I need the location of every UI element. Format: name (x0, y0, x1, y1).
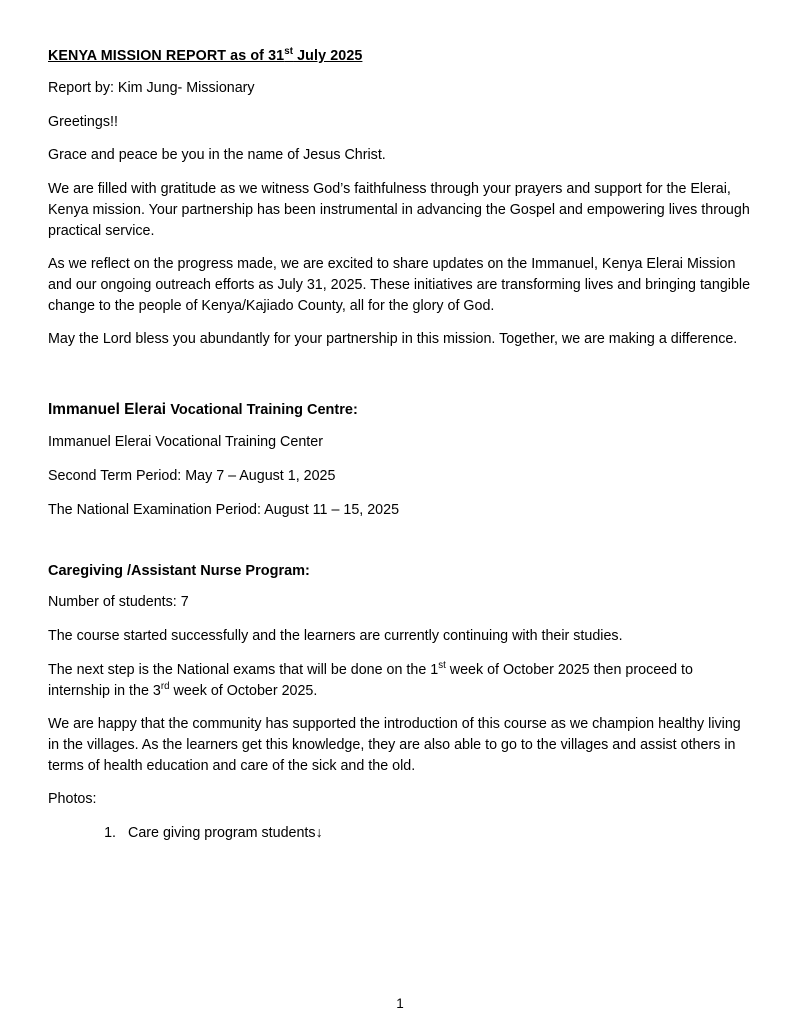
list-item: 1. Care giving program students↓ (120, 823, 752, 844)
intro-paragraph-2: As we reflect on the progress made, we are excited to share updates on the Immanuel, Kenya Elerai Mission and our ongoing outreach efforts as July 31, 2025. These initiatives are transforming lives and bringing tangible change to the people of Kenya/Kajiado County, all for the glory of God. (48, 256, 751, 314)
caregiving-next-steps-ordinal-1: st (438, 660, 446, 672)
greeting-line: Greetings!! (48, 113, 118, 130)
salutation-line: Grace and peace be you in the name of Jesus Christ. (48, 147, 386, 164)
caregiving-community-impact: We are happy that the community has supported the introduction of this course as we champion healthy living in the villages. As the learners get this knowledge, they are also able to go to the villages and assist others in terms of health education and care of the sick and the old. (48, 716, 741, 774)
caregiving-next-steps (48, 660, 752, 701)
section-heading-rest-part: Vocational Training Centre: (170, 402, 358, 419)
section-heading-strong-part: Immanuel Elerai (48, 401, 171, 419)
document-title-ordinal-suffix: st (284, 46, 294, 58)
caregiving-next-steps-part-3: week of October 2025. (169, 682, 318, 699)
section-heading-vocational-training-centre (48, 401, 752, 419)
section-heading-caregiving-program: Caregiving /Assistant Nurse Program: (48, 563, 310, 580)
section-spacer-2 (48, 533, 752, 563)
vtc-second-term-period: Second Term Period: May 7 – August 1, 2025 (48, 467, 336, 484)
intro-paragraph-3: May the Lord bless you abundantly for your partnership in this mission. Together, we are making a difference. (48, 331, 738, 348)
vtc-examination-period: The National Examination Period: August 11 – 15, 2025 (48, 501, 400, 518)
report-author: Report by: Kim Jung- Missionary (48, 80, 255, 96)
document-body (48, 48, 752, 844)
document-title (48, 48, 752, 64)
document-title-prefix: KENYA MISSION REPORT as of 31 (48, 48, 285, 64)
caregiving-next-steps-part-2: week of October 2025 then proceed to internship in the 3 (48, 661, 693, 699)
intro-paragraph-1: We are filled with gratitude as we witness God’s faithfulness through your prayers and support for the Elerai, Kenya mission. Your partnership has been instrumental in advancing the Gospel and empowering lives through practical service. (48, 181, 750, 239)
page-number: 1 (396, 996, 404, 1011)
document-title-suffix: July 2025 (293, 48, 363, 64)
caregiving-student-count: Number of students: 7 (48, 594, 189, 611)
caregiving-next-steps-part-1: The next step is the National exams that will be done on the 1 (48, 661, 439, 678)
vtc-center-name: Immanuel Elerai Vocational Training Center (48, 434, 323, 451)
section-spacer-1 (48, 363, 752, 401)
photo-caption-list (48, 823, 752, 844)
caregiving-course-status: The course started successfully and the learners are currently continuing with their studies. (48, 628, 623, 645)
caregiving-next-steps-ordinal-2: rd (160, 680, 170, 692)
photos-label: Photos: (48, 791, 97, 808)
